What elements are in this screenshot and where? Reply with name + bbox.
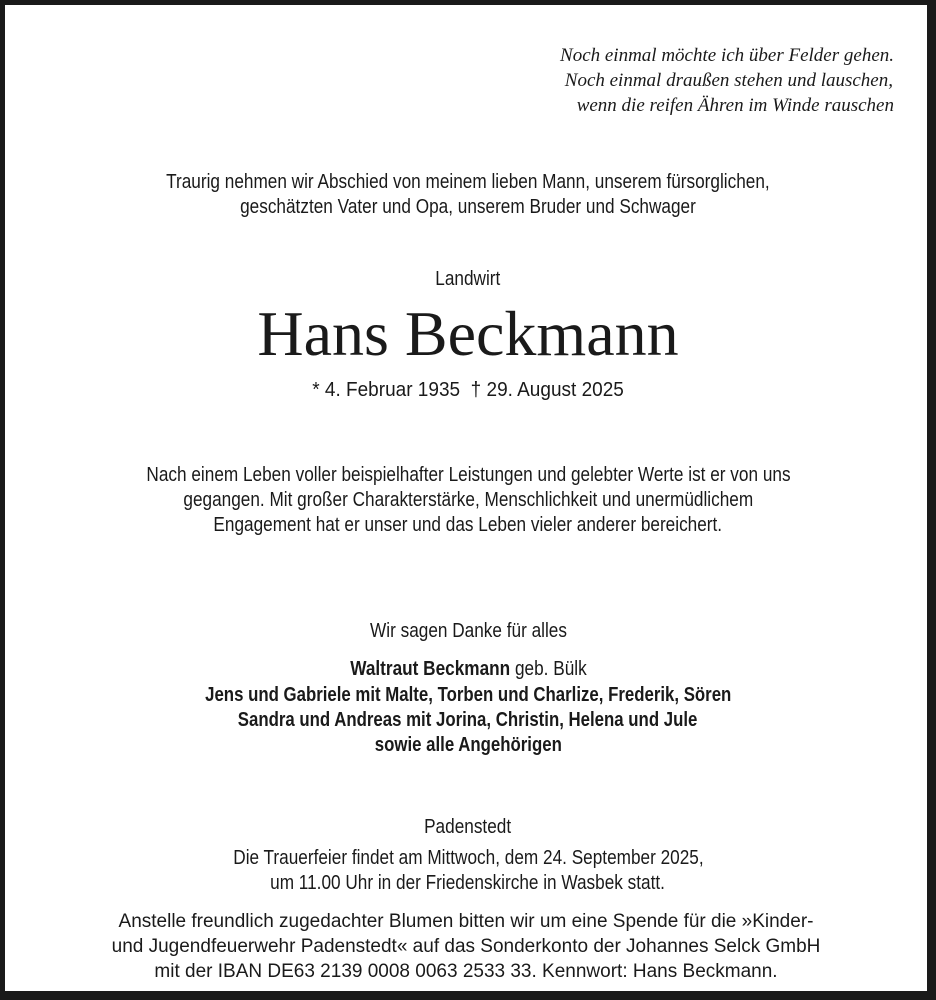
poem-line-3: wenn die reifen Ähren im Winde rauschen — [576, 95, 894, 116]
donation-line-3: mit der IBAN DE63 2139 0008 0063 2533 33. Kennwort: Hans Beckmann. — [154, 961, 778, 982]
deceased-name: Hans Beckmann — [257, 298, 679, 369]
birth-date: * 4. Februar 1935 — [312, 379, 461, 401]
cross-icon: † — [470, 379, 482, 401]
mourner-widow — [0, 658, 936, 681]
life-dates — [0, 379, 936, 402]
widow-name: Waltraut Beckmann — [349, 658, 510, 680]
widow-maiden-name: geb. Bülk — [514, 658, 587, 680]
intro-line-2: geschätzten Vater und Opa, unserem Bruder und Schwager — [240, 196, 696, 218]
donation-line-2: und Jugendfeuerwehr Padenstedt« auf das Sonderkonto der Johannes Selck GmbH — [111, 936, 821, 957]
mourner-line-1: Jens und Gabriele mit Malte, Torben und Charlize, Frederik, Sören — [204, 684, 732, 706]
death-date: 29. August 2025 — [486, 379, 624, 401]
intro-line-1: Traurig nehmen wir Abschied von meinem lieben Mann, unserem fürsorglichen, — [166, 171, 770, 193]
thanks-line: Wir sagen Danke für alles — [369, 620, 567, 642]
tribute-line-3: Engagement hat er unser und das Leben vieler anderer bereichert. — [213, 514, 723, 536]
tribute-line-1: Nach einem Leben voller beispielhafter Leistungen und gelebter Werte ist er von uns — [145, 464, 791, 486]
mourner-line-2: Sandra und Andreas mit Jorina, Christin, Helena und Jule — [238, 709, 698, 731]
funeral-line-1: Die Trauerfeier findet am Mittwoch, dem 24. September 2025, — [232, 847, 704, 869]
poem-line-1: Noch einmal möchte ich über Felder gehen. — [560, 45, 894, 66]
funeral-line-2: um 11.00 Uhr in der Friedenskirche in Wasbek statt. — [270, 872, 666, 894]
tribute-line-2: gegangen. Mit großer Charakterstärke, Menschlichkeit und unermüdlichem — [183, 489, 753, 511]
mourner-line-3: sowie alle Angehörigen — [374, 734, 562, 756]
donation-line-1: Anstelle freundlich zugedachter Blumen bitten wir um eine Spende für die »Kinder- — [118, 911, 814, 932]
place: Padenstedt — [424, 816, 512, 838]
poem-line-2: Noch einmal draußen stehen und lauschen, — [564, 70, 893, 91]
occupation: Landwirt — [435, 268, 501, 290]
